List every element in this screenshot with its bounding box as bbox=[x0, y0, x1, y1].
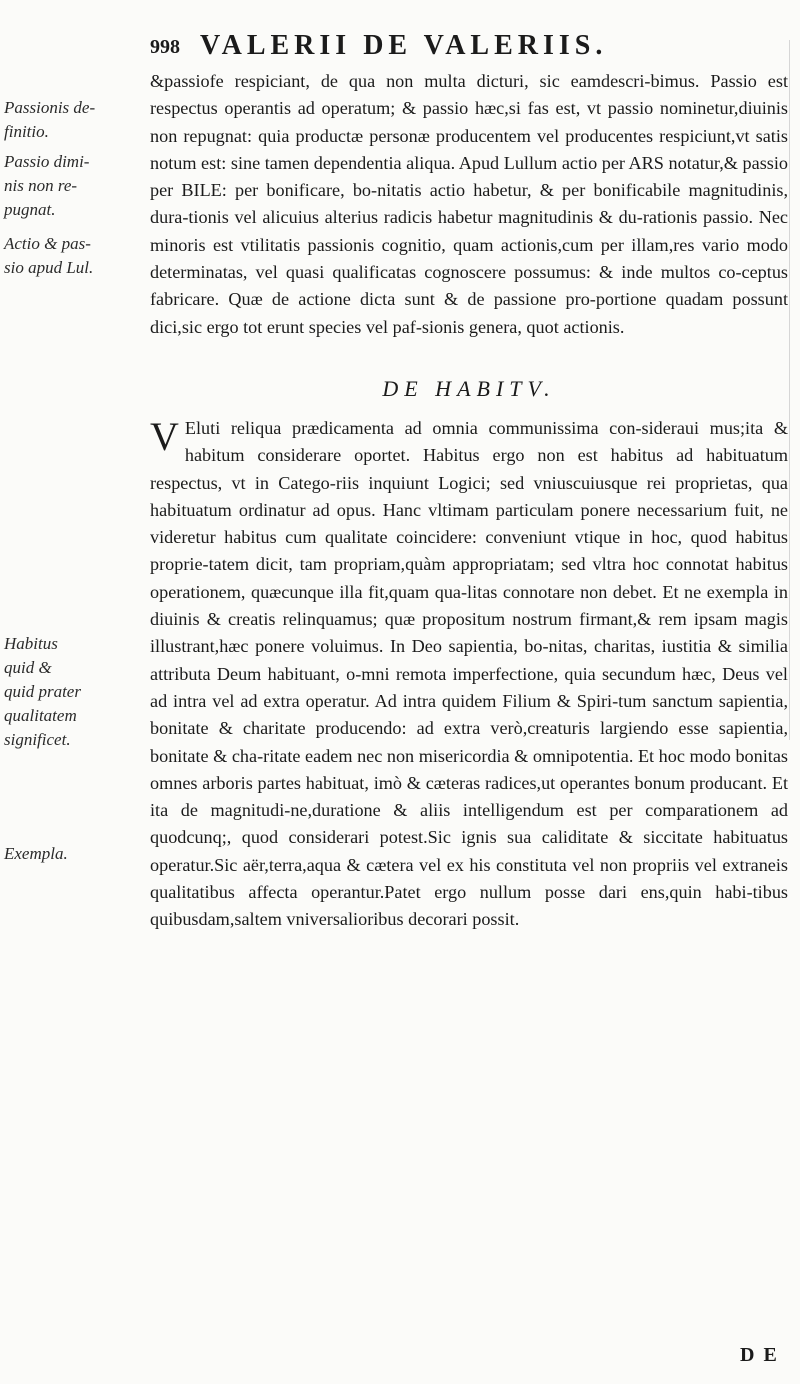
drop-initial: V bbox=[150, 413, 179, 459]
margin-note-passionis-definitio: Passionis de- finitio. bbox=[4, 98, 96, 141]
catchword: D E bbox=[740, 1344, 779, 1366]
page-header bbox=[140, 30, 700, 66]
paragraph-habitus bbox=[150, 415, 788, 934]
page-edge-shadow bbox=[789, 40, 790, 740]
margin-note-passio-dimisi: Passio dimi- nis non re- pugnat. bbox=[4, 152, 90, 219]
paragraph-habitus-text: Eluti reliqua prædicamenta ad omnia communissima con-sideraui mus;ita & habitum considerare oportet. Habitus ergo non est habitus ad habituatum respectus, vt in Catego-riis inquiunt Logici; sed vniuscuiusque rei proprietas, qua habituatum ordinatur ad opus. Hanc vltimam particulam ponere necessarium fuit, ne videretur habitus cum qualitate coincidere: conveniunt vtique in hoc, quod habitus proprie-tatem dicit, tam propriam,quàm appropriatam; sed vltra hoc connotat habitus operationem, quæcunque illa fit,quam qua-litas connotare non debet. Et ne exempla in diuinis & creatis relinquamus; quæ propositum nostrum firmant,& rem ipsam magis illustrant,hæc ponere voluimus. In Deo sapientia, bo-nitas, charitas, iustitia & similia attributa Deum habituant, o-mni remota imperfectione, quia secundum hæc, Deus vel ad intra vel ad extra operatur. Ad intra quidem Filium & Spiri-tum sanctum sapientia, bonitate & charitate producendo: ad extra verò,creaturis largiendo esse sapientia, bonitate & cha-ritate eadem nec non misericordia & omnipotentia. Et hoc modo bonitas omnes arboris partes habituat, imò & cæteras radices,ut operantes bonum producant. Et ita de magnitudi-ne,duratione & aliis intelligendum est per comparationem ad quodcunq;, quod considerari potest.Sic ignis sua caliditate & siccitate habituatus operatur.Sic aër,terra,aqua & cætera vel ex his constituta vel non propriis vel extraneis qualitatibus affecta operantur.Patet ergo nullum posse dari ens,quin habi-tibus quibusdam,saltem vniversalioribus decorari possit. bbox=[150, 417, 788, 930]
margin-note-exempla: Exempla. bbox=[4, 844, 68, 863]
margin-note-habitus-quid: Habitus quid & quid prater qualitatem significet. bbox=[4, 634, 81, 749]
section-heading: DE HABITV. bbox=[382, 375, 556, 401]
margin-note-actio-passio: Actio & pas- sio apud Lul. bbox=[4, 234, 94, 277]
page-number: 998 bbox=[150, 36, 180, 58]
paragraph-passio: &passiofe respiciant, de qua non multa dicturi, sic eamdescri-bimus. Passio est respectus operantis ad operatum; & passio hæc,si fas est, vt passio nominetur,diuinis non repugnat: quia productæ personæ producentem vel producentes respiciunt,vt satis notum est: sine tamen dependentia aliqua. Apud Lullum actio per ARS notatur,& passio per BILE: per bonificare, bo-nitatis actio habetur, & per bonificabile magnitudinis, dura-tionis vel alicuius alterius radicis habetur magnitudinis & du-rationis passio. Nec minoris est vtilitatis passionis cognitio, quam actionis,cum per illam,res vario modo determinatas, vel quasi qualificatas cognoscere possumus: & inde multos co-ceptus fabricare. Quæ de actione dicta sunt & de passione pro-portione quadam possunt dici,sic ergo tot erunt species vel paf-sionis genera, quot actionis. bbox=[150, 71, 788, 337]
running-title: VALERII DE VALERIIS. bbox=[200, 30, 608, 61]
main-text-column bbox=[150, 68, 788, 934]
